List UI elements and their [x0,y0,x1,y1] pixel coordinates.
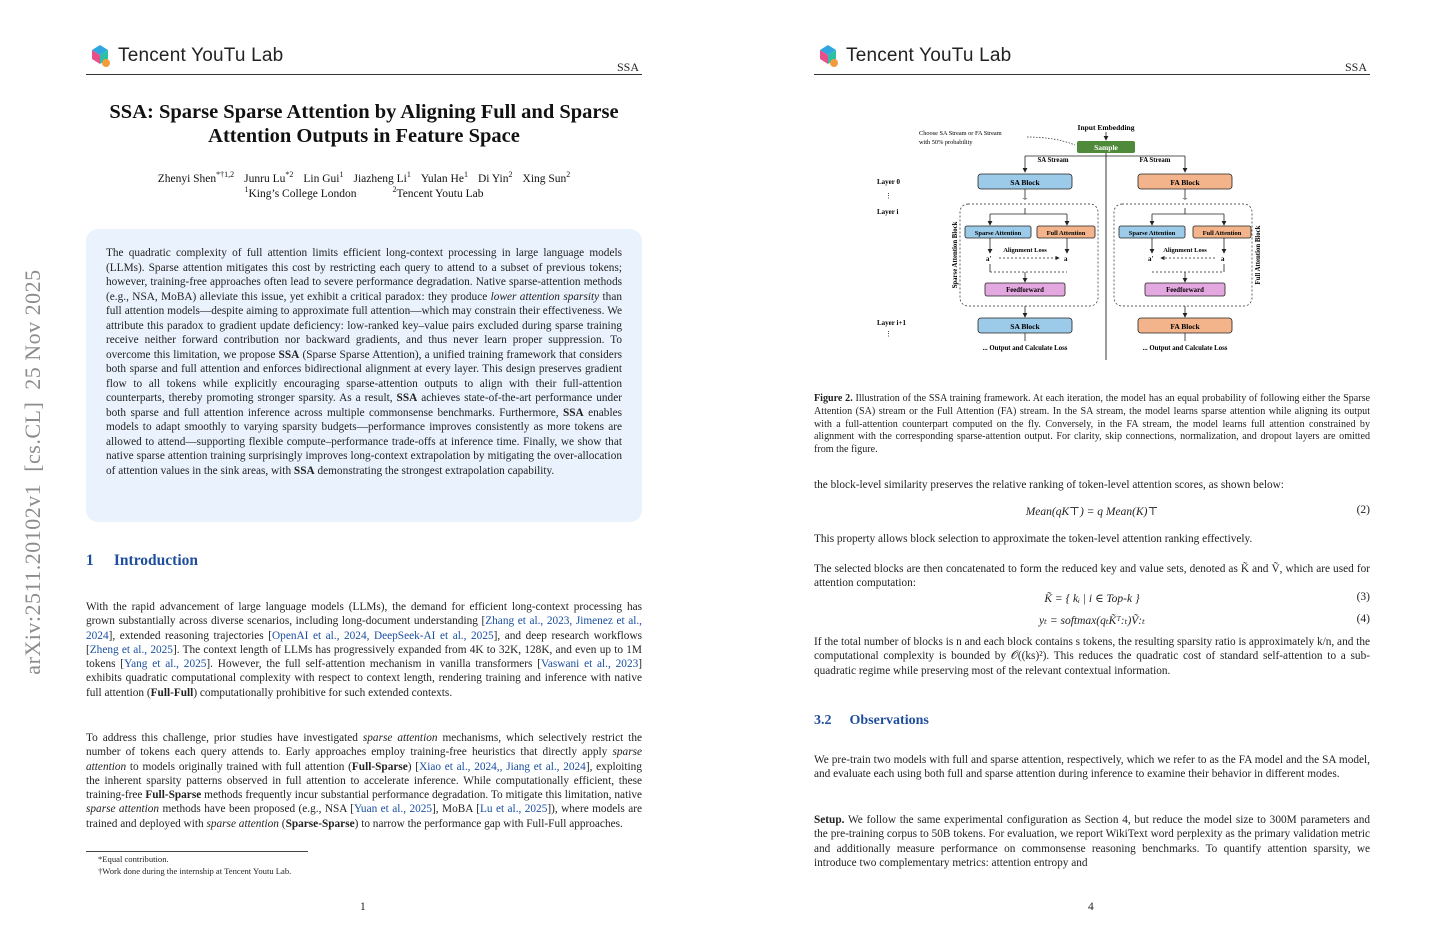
equation-2-number: (2) [1356,504,1370,516]
youtu-logo-icon [86,42,114,70]
a-prime-label-fa: a' [1148,255,1154,263]
brand-name: Tencent YouTu Lab [846,45,1012,66]
header-rule [814,74,1370,75]
subsection-heading-observations [814,713,929,729]
author: Xing Sun$^2$ [522,170,571,185]
sa-block-label-2: SA Block [1010,322,1040,331]
sa-ellipsis: ... [1022,193,1028,201]
setup-paragraph [814,813,1370,870]
sa-stream-label: SA Stream [1037,157,1069,164]
author: Yulan He$^1$ [420,170,468,185]
similarity-paragraph: the block-level similarity preserves the relative ranking of token-level attention scores, as shown below: [814,479,1284,491]
tencent-youtu-logo [86,42,283,70]
youtu-logo-icon [814,42,842,70]
alignment-loss-label-fa: Alignment Loss [1163,247,1207,254]
page-number: 4 [1088,901,1094,913]
fa-block-label-2: FA Block [1170,322,1200,331]
setup-label: Setup. [814,814,845,826]
footnote-rule [86,851,308,852]
author-affiliation-marker: 1 [463,170,468,179]
subsection-title: Observations [849,713,929,728]
equation-2 [814,504,1370,520]
author-affiliation-marker: 2 [566,170,571,179]
a-prime-label: a' [986,255,992,263]
affiliation: $^1$King’s College London [244,185,357,200]
intro-paragraph-2: To address this challenge, prior studies have investigated sparse attention mechanisms, which selectively restrict the number of tokens each query attends to. Early approaches employ training-free heuristics that directly apply sparse attention to models originally trained with full attention (Full-Sparse) [Xiao et al., 2024,, Jiang et al., 2024], exploiting the inherent sparsity patterns observed in full attention to accelerate inference. While computationally efficient, these training-free Full-Sparse methods frequently incur substantial performance degradation. To mitigate this limitation, native sparse attention methods have been proposed (e.g., NSA [Yuan et al., 2025], MoBA [Lu et al., 2025]), where models are trained and deployed with sparse attention (Sparse-Sparse) to narrow the performance gap with Full-Full approaches. [86,732,643,830]
arxiv-id: arXiv:2511.20102v1 [cs.CL] 25 Nov 2025 [20,269,45,675]
section-title: Introduction [113,552,198,569]
layer-vdots-2: ⋮ [885,330,892,338]
layer-0-label: Layer 0 [877,178,901,186]
layer-vdots: ⋮ [885,192,892,200]
title-line-1: SSA: Sparse Sparse Attention by Aligning Full and Sparse [109,101,619,123]
sa-output-loss: ... Output and Calculate Loss [982,345,1068,352]
section-number: 1 [86,552,94,569]
tencent-youtu-logo [814,42,1011,70]
sa-block-label: SA Block [1010,178,1040,187]
full-attention-label-fa: Full Attention [1202,230,1242,237]
subsection-number: 3.2 [814,713,832,728]
property-paragraph: This property allows block selection to approximate the token-level attention ranking effectively. [814,533,1253,545]
paper-title [86,100,642,148]
abstract-box [86,229,642,522]
fa-ellipsis: ... [1182,193,1188,201]
brand-name: Tencent YouTu Lab [118,45,284,66]
author-list [86,170,642,185]
pretrain-paragraph: We pre-train two models with full and sparse attention, respectively, which we refer to as the FA model and the SA model, and evaluate each using both full and sparse attention during inference to examine their behavior in different modes. [814,754,1370,781]
layer-i1-label: Layer i+1 [877,319,906,327]
affiliation-list [86,185,642,200]
equation-3-formula: K̃ = { kᵢ | i ∈ Top-k } [1044,593,1140,605]
running-header: SSA [617,60,640,74]
author: Jiazheng Li$^1$ [353,170,411,185]
author: Lin Gui$^1$ [303,170,344,185]
equation-3 [814,591,1370,607]
equation-3-number: (3) [1356,591,1370,603]
author: Di Yin$^2$ [477,170,513,185]
sample-label: Sample [1094,143,1118,152]
fa-stream-label: FA Stream [1139,157,1171,164]
choose-stream-note: Choose SA Stream or FA Stream [919,130,1002,137]
footnote-equal-contribution: *Equal contribution. [98,854,169,864]
author: Zhenyi Shen$^{*\dagger 1,2}$ [157,170,235,185]
full-attention-block-label: Full Attention Block [1255,225,1262,285]
layer-i-label: Layer i [877,208,899,216]
author-affiliation-marker: 1 [339,170,344,179]
title-line-2: Attention Outputs in Feature Space [208,125,520,147]
probability-note: with 50% probability [919,139,973,146]
equation-4-number: (4) [1356,613,1370,625]
paper-page-4 [728,0,1456,942]
author-affiliation-marker: 2 [508,170,513,179]
caption-text: Illustration of the SSA training framework. At each iteration, the model has an equal probability of following either the Sparse Attention (SA) stream or the Full Attention (FA) stream. In the SA stream, the model learns sparse attention while aligning its output with a full-attention counterpart computed on the fly. Conversely, in the FA stream, the model learns full attention constrained by alignment with the corresponding sparse-attention output. For clarity, skip connections, normalization, and dropout layers are omitted from the figure. [814,393,1370,456]
header-rule [86,74,642,75]
complexity-paragraph: If the total number of blocks is n and each block contains s tokens, the resulting sparsity ratio is approximately k/n, and the computational complexity is bounded by 𝒪((ks)²). This reduces the quadratic cost of standard self-attention to a sub-quadratic regime while preserving most of the relevant contextual information. [814,636,1370,677]
author-affiliation-marker: *2 [285,170,294,179]
a-label-fa: a [1221,255,1225,263]
page-number: 1 [360,901,366,913]
equation-4 [814,613,1370,629]
author-affiliation-marker: 1 [406,170,411,179]
figure-2-diagram [865,118,1297,360]
affiliation: $^2$Tencent Youtu Lab [392,185,484,200]
equation-4-formula: yₜ = softmax(qₜK̃ᵀ:ₜ)Ṽ:ₜ [1039,615,1145,627]
running-header: SSA [1345,60,1368,74]
equation-2-formula: Mean(qK⊤) = q Mean(K)⊤ [1025,506,1159,518]
section-heading-introduction [86,552,198,570]
author-affiliation-marker: *†1,2 [216,170,235,179]
alignment-loss-label: Alignment Loss [1003,247,1047,254]
selected-blocks-paragraph: The selected blocks are then concatenated to form the reduced key and value sets, denoted as K̃ and Ṽ, which are used for attention computation: [814,563,1370,590]
sparse-attention-label-fa: Sparse Attention [1128,230,1176,237]
a-label: a [1064,255,1068,263]
ssa-framework-svg [865,118,1297,360]
feedforward-label: Feedforward [1006,287,1044,294]
footnote-internship: †Work done during the internship at Tencent Youtu Lab. [98,866,292,876]
sparse-attention-label: Sparse Attention [974,230,1022,237]
setup-text: We follow the same experimental configuration as Section 4, but reduce the model size to 300M parameters and the pre-training corpus to 50B tokens. For evaluation, we report WikiText word perplexity as the primary validation metric and additionally measure performance on commonsense reasoning benchmarks. To quantify attention sparsity, we introduce two complementary metrics: attention entropy and [814,814,1370,869]
input-embedding-label: Input Embedding [1077,123,1135,132]
intro-paragraph-1: With the rapid advancement of large language models (LLMs), the demand for efficient long-context processing has grown substantially across diverse scenarios, including long-document understanding [Zhang et al., 2023, Jimenez et al., 2024], extended reasoning trajectories [OpenAI et al., 2024, DeepSeek-AI et al., 2025], and deep research workflows [Zheng et al., 2025]. The context length of LLMs has progressively expanded from 4K to 32K, 128K, and even up to 1M tokens [Yang et al., 2025]. However, the full self-attention mechanism in vanilla transformers [Vaswani et al., 2023] exhibits quadratic computational complexity with respect to context length, rendering training and inference with native full attention (Full-Full) computationally prohibitive for such extended contexts. [86,601,643,699]
author: Junru Lu$^{*2}$ [244,170,294,185]
figure-2-caption [814,393,1370,457]
abstract-text: The quadratic complexity of full attention limits efficient long-context processing in large language models (LLMs). Sparse attention mitigates this cost by restricting each query to attend to a subset of previous tokens; however, training-free approaches often lead to severe performance degradation. Native sparse-attention methods (e.g., NSA, MoBA) alleviate this issue, yet exhibit a critical paradox: they produce lower attention sparsity than full attention models—despite aiming to approximate full attention—which may constrain their effectiveness. We attribute this paradox to gradient update deficiency: low-ranked key–value pairs excluded during sparse training receive neither forward contribution nor backward gradients, and thus never learn proper suppression. To overcome this limitation, we propose SSA (Sparse Sparse Attention), a unified training framework that considers both sparse and full attention and enforces bidirectional alignment at every layer. This design preserves gradient flow to all tokens while explicitly encouraging sparse-attention outputs to align with their full-attention counterparts, thereby promoting stronger sparsity. As a result, SSA achieves state-of-the-art performance under both sparse and full attention inference across multiple commonsense benchmarks. Furthermore, SSA enables models to adapt smoothly to varying sparsity budgets—performance improves consistently as more tokens are allowed to attend—supporting flexible compute–performance trade-offs at inference time. Finally, we show that native sparse attention training surprisingly improves long-context extrapolation by mitigating the over-allocation of attention values in the sink areas, with SSA demonstrating the strongest extrapolation capability. [106,247,622,477]
feedforward-label-fa: Feedforward [1166,287,1204,294]
fa-output-loss: ... Output and Calculate Loss [1142,345,1228,352]
sparse-attention-block-label: Sparse Attention Block [952,221,959,289]
full-attention-label: Full Attention [1046,230,1086,237]
arxiv-stamp [18,262,48,682]
fa-block-label: FA Block [1170,178,1200,187]
caption-label: Figure 2. [814,393,853,404]
